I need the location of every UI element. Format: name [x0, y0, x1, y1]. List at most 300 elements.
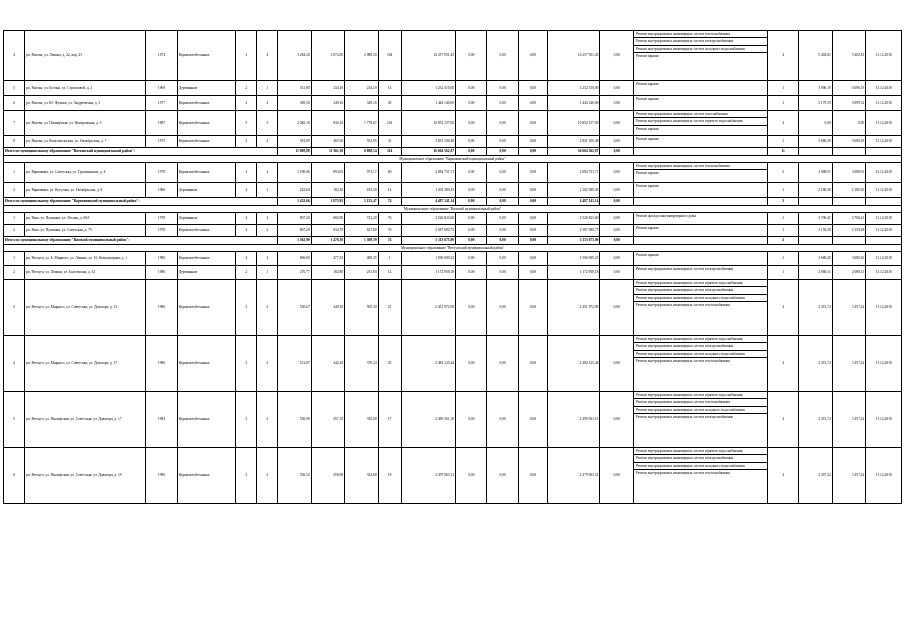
- cell-c3: 0,00: [518, 136, 547, 148]
- cell-people: 31: [378, 136, 401, 148]
- cell-year: 1978: [146, 163, 177, 183]
- cell-cost: 2 084 751,71: [401, 163, 455, 183]
- cell-date: 31.12.2018: [866, 31, 902, 81]
- cell-area-living: 477,35: [311, 252, 344, 266]
- cell-works: [633, 31, 767, 81]
- cell-p1: 3 680,20: [799, 252, 832, 266]
- table-row: [4, 225, 902, 237]
- cell-c2: 0,00: [487, 225, 518, 237]
- work-item: Ремонт внутридомовых инженерных систем теплоснабжения: [634, 399, 767, 406]
- cell-c4: 2 490 561,10: [548, 392, 600, 448]
- cell-q: 1: [767, 252, 798, 266]
- cell-area-total: 581,05: [278, 136, 311, 148]
- cell-date: 31.12.2018: [866, 81, 902, 96]
- total-works-empty: [633, 237, 767, 245]
- total-empty-cell: [799, 237, 832, 245]
- cell-p2: 0,00: [832, 111, 865, 136]
- cell-material: Керамзитобетонные: [177, 336, 236, 392]
- cell-c5: 0,00: [600, 225, 633, 237]
- cell-c5: 0,00: [600, 111, 633, 136]
- work-item: Ремонт внутридомовых инженерных систем холодного водоснабжения: [634, 407, 767, 414]
- cell-p1: 3 696,19: [799, 81, 832, 96]
- cell-entr: 2: [257, 96, 278, 111]
- total-cost: 36 664 562,07: [401, 148, 455, 156]
- total-c2: 0,00: [487, 198, 518, 206]
- cell-address: рп. Вахтан, ул. Ю. Фучика, ул. Андреевская, д. 3: [24, 96, 145, 111]
- work-item: Ремонт внутридомовых инженерных систем теплоснабжения: [635, 359, 730, 364]
- cell-year: 1960: [146, 183, 177, 198]
- total-empty-cell: [799, 198, 832, 206]
- cell-c3: 0,00: [518, 252, 547, 266]
- work-item: Ремонт внутридомовых инженерных систем холодного водоснабжения: [634, 46, 767, 53]
- work-item: Ремонт внутридомовых инженерных систем электроснабжения: [634, 38, 767, 45]
- cell-c2: 0,00: [487, 252, 518, 266]
- cell-address: рп. Вача, ул. Пушкина, ул. Лесная, д. 60А: [24, 213, 145, 225]
- cell-works: [633, 252, 767, 266]
- capital-repair-table: [3, 30, 902, 504]
- cell-n: 8: [4, 136, 25, 148]
- work-item: Ремонт внутридомовых инженерных систем горячего водоснабжения: [634, 392, 767, 399]
- cell-c3: 0,00: [518, 81, 547, 96]
- cell-area-living: 182,88: [311, 266, 344, 280]
- cell-c4: 2 482 125,44: [548, 336, 600, 392]
- cell-year: 1989: [146, 336, 177, 392]
- cell-works: [633, 81, 767, 96]
- cell-area-living: 836,10: [311, 111, 344, 136]
- table-row: [4, 183, 902, 198]
- cell-c5: 0,00: [600, 266, 633, 280]
- cell-address: рп. Вахтан, ул. Пионерская, ул. Центральная, д. 5: [24, 111, 145, 136]
- total-label: Итого по муниципальному образованию "Вахтанский муниципальный район":: [4, 148, 278, 156]
- cell-year: 1980: [146, 252, 177, 266]
- cell-cost: 2 451 972,99: [401, 280, 455, 336]
- cell-material: Керамзитобетонные: [177, 163, 236, 183]
- cell-c1: 0,00: [456, 163, 487, 183]
- cell-c5: 0,00: [600, 81, 633, 96]
- cell-area-total: 807,20: [278, 225, 311, 237]
- cell-material: Керамзитобетонные: [177, 31, 236, 81]
- cell-p2: 3 899,32: [832, 96, 865, 111]
- cell-material: Керамзитобетонные: [177, 225, 236, 237]
- cell-c4: 2 526 823,00: [548, 213, 600, 225]
- total-row: [4, 148, 902, 156]
- cell-cost: 2 479 963,31: [401, 448, 455, 504]
- work-item: Ремонт внутридомовых инженерных систем электроснабжения: [635, 415, 734, 420]
- cell-year: 1987: [146, 111, 177, 136]
- cell-p2: 5 402,81: [832, 31, 865, 81]
- cell-area-res: 553,95: [345, 136, 378, 148]
- total-c5: 0,00: [600, 237, 633, 245]
- total-people: 74: [378, 237, 401, 245]
- cell-year: 1974: [146, 31, 177, 81]
- table-row: [4, 111, 902, 136]
- cell-area-living: 442,28: [311, 336, 344, 392]
- cell-material: Керамзитобетонные: [177, 280, 236, 336]
- work-item: Ремонт крыши: [635, 137, 659, 141]
- cell-q: 2: [767, 163, 798, 183]
- cell-c5: 0,00: [600, 136, 633, 148]
- cell-works: [633, 280, 767, 336]
- cell-floors: 2: [236, 225, 257, 237]
- cell-n: 4: [4, 336, 25, 392]
- cell-area-total: 369,50: [278, 96, 311, 111]
- total-area-total: 1 562,90: [278, 237, 311, 245]
- cell-material: Керамзитобетонные: [177, 448, 236, 504]
- cell-c5: 0,00: [600, 31, 633, 81]
- cell-c2: 0,00: [487, 111, 518, 136]
- cell-people: 21: [378, 280, 401, 336]
- cell-works: [633, 225, 767, 237]
- table-row: [4, 163, 902, 183]
- cell-q: 4: [767, 31, 798, 81]
- cell-date: 31.12.2018: [866, 163, 902, 183]
- cell-year: 1978: [146, 213, 177, 225]
- cell-area-res: 973,17: [345, 163, 378, 183]
- table-row: [4, 448, 902, 504]
- total-empty-cell: [866, 198, 902, 206]
- cell-c1: 0,00: [456, 31, 487, 81]
- cell-p2: 2 180,30: [832, 183, 865, 198]
- cell-c1: 0,00: [456, 96, 487, 111]
- cell-year: 1984: [146, 392, 177, 448]
- cell-c4: 1 172 958,18: [548, 266, 600, 280]
- cell-area-res: 234,10: [345, 81, 378, 96]
- total-area-total: 11 698,98: [278, 148, 311, 156]
- cell-area-living: 893,65: [311, 163, 344, 183]
- cell-c4: 1 444 140,00: [548, 96, 600, 111]
- total-cost: 5 113 673,90: [401, 237, 455, 245]
- cell-floors: 2: [236, 213, 257, 225]
- cell-people: 1: [378, 252, 401, 266]
- cell-p1: 3 451,72: [799, 280, 832, 336]
- cell-cost: 1 202 389,43: [401, 183, 455, 198]
- cell-c3: 0,00: [518, 336, 547, 392]
- cell-people: 20: [378, 96, 401, 111]
- cell-material: Деревянные: [177, 183, 236, 198]
- cell-p1: 3 159,28: [799, 225, 832, 237]
- total-c4: 36 664 562,07: [548, 148, 600, 156]
- work-item: Ремонт внутридомовых инженерных систем электроснабжения: [634, 343, 767, 350]
- cell-date: 31.12.2018: [866, 336, 902, 392]
- cell-floors: 5: [236, 111, 257, 136]
- cell-c5: 0,00: [600, 96, 633, 111]
- work-item: Ремонт крыши: [635, 54, 659, 59]
- cell-area-living: 465,56: [311, 136, 344, 148]
- cell-address: рп. Ветлуга, ул. Мирного, ул. Советская, ул. Доватора, д. 17: [24, 336, 145, 392]
- total-c3: 0,00: [518, 198, 547, 206]
- cell-cost: 1 232 510,00: [401, 81, 455, 96]
- cell-material: Керамзитобетонные: [177, 136, 236, 148]
- section-title: Муниципальное образование "Ветлужский муниципальный район": [4, 245, 902, 252]
- cell-p1: 0,00: [799, 111, 832, 136]
- cell-q: 1: [767, 213, 798, 225]
- cell-area-total: 242,60: [278, 183, 311, 198]
- total-area-res: 1 300,39: [345, 237, 378, 245]
- cell-entr: 2: [257, 280, 278, 336]
- cell-entr: 2: [257, 392, 278, 448]
- table-row: [4, 136, 902, 148]
- cell-c3: 0,00: [518, 266, 547, 280]
- cell-floors: 2: [236, 81, 257, 96]
- cell-year: 1980: [146, 266, 177, 280]
- work-item: Ремонт внутридомовых инженерных систем теплоснабжения: [635, 303, 730, 308]
- cell-n: 2: [4, 225, 25, 237]
- cell-c5: 0,00: [600, 252, 633, 266]
- cell-date: 31.12.2018: [866, 213, 902, 225]
- cell-entr: 2: [257, 136, 278, 148]
- table-row: [4, 266, 902, 280]
- cell-year: 1977: [146, 96, 177, 111]
- cell-c2: 0,00: [487, 163, 518, 183]
- total-area-living: 1 075,95: [311, 198, 344, 206]
- cell-works: [633, 266, 767, 280]
- cell-q: 1: [767, 225, 798, 237]
- cell-n: 6: [4, 96, 25, 111]
- cell-p2: 3 696,19: [832, 81, 865, 96]
- total-c3: 0,00: [518, 148, 547, 156]
- cell-area-res: 182,30: [345, 183, 378, 198]
- cell-p1: 3 706,41: [799, 213, 832, 225]
- cell-area-total: 270,77: [278, 266, 311, 280]
- cell-works: [633, 111, 767, 136]
- cell-date: 31.12.2018: [866, 280, 902, 336]
- cell-c2: 0,00: [487, 336, 518, 392]
- cell-area-res: 251,93: [345, 266, 378, 280]
- cell-address: рп. Ветлуга, ул. Мирного, ул. Советская, ул. Доватора, д. 13: [24, 280, 145, 336]
- cell-q: 1: [767, 183, 798, 198]
- total-people: 314: [378, 148, 401, 156]
- cell-p1: 2 080,11: [799, 266, 832, 280]
- cell-entr: 2: [257, 163, 278, 183]
- cell-date: 31.12.2018: [866, 225, 902, 237]
- cell-floors: 3: [236, 31, 257, 81]
- cell-c1: 0,00: [456, 136, 487, 148]
- cell-c2: 0,00: [487, 448, 518, 504]
- cell-c4: 1 232 510,00: [548, 81, 600, 96]
- table-row: [4, 213, 902, 225]
- cell-cost: 16 257 951,45: [401, 31, 455, 81]
- cell-area-res: 1 778,07: [345, 111, 378, 136]
- cell-c2: 0,00: [487, 31, 518, 81]
- cell-people: 76: [378, 225, 401, 237]
- cell-n: 2: [4, 266, 25, 280]
- cell-p2: 3 159,28: [832, 225, 865, 237]
- work-item: Ремонт внутридомовых инженерных систем газоснабжения: [634, 111, 767, 118]
- cell-works: [633, 336, 767, 392]
- cell-cost: 2 831 106,48: [401, 136, 455, 148]
- cell-area-total: 513,67: [278, 336, 311, 392]
- cell-entr: 2: [257, 213, 278, 225]
- cell-people: 143: [378, 111, 401, 136]
- cell-c1: 0,00: [456, 225, 487, 237]
- total-row: [4, 198, 902, 206]
- cell-c3: 0,00: [518, 213, 547, 225]
- cell-p1: 3 457,22: [799, 448, 832, 504]
- cell-c1: 0,00: [456, 213, 487, 225]
- cell-area-total: 807,20: [278, 213, 311, 225]
- total-area-living: 11 361,30: [311, 148, 344, 156]
- cell-date: 31.12.2018: [866, 392, 902, 448]
- cell-q: 4: [767, 392, 798, 448]
- cell-n: 5: [4, 392, 25, 448]
- work-item: Ремонт внутридомовых инженерных систем теплоснабжения: [634, 31, 767, 38]
- work-item: Ремонт внутридомовых инженерных систем горячего водоснабжения: [634, 118, 767, 125]
- cell-p2: 3 457,22: [832, 336, 865, 392]
- cell-people: 14: [378, 81, 401, 96]
- cell-people: 19: [378, 448, 401, 504]
- cell-p2: 2 080,11: [832, 266, 865, 280]
- cell-p1: 3 688,91: [799, 163, 832, 183]
- work-item: Ремонт крыши: [635, 97, 659, 101]
- cell-floors: 2: [236, 96, 257, 111]
- cell-people: 60: [378, 163, 401, 183]
- cell-date: 31.12.2018: [866, 96, 902, 111]
- cell-area-living: 3 072,00: [311, 31, 344, 81]
- cell-c5: 0,00: [600, 163, 633, 183]
- total-works-count: 2: [767, 237, 798, 245]
- work-item: Ремонт крыши: [635, 253, 659, 257]
- cell-c3: 0,00: [518, 280, 547, 336]
- cell-entr: 2: [257, 448, 278, 504]
- total-empty-cell: [799, 148, 832, 156]
- cell-q: 1: [767, 81, 798, 96]
- cell-area-living: 834,70: [311, 225, 344, 237]
- cell-floors: 2: [236, 280, 257, 336]
- cell-area-living: 182,30: [311, 183, 344, 198]
- total-works-empty: [633, 148, 767, 156]
- table-row: [4, 96, 902, 111]
- cell-n: 7: [4, 111, 25, 136]
- cell-material: Керамзитобетонные: [177, 392, 236, 448]
- cell-c5: 0,00: [600, 392, 633, 448]
- cell-cost: 10 852 157,00: [401, 111, 455, 136]
- cell-q: 4: [767, 111, 798, 136]
- cell-area-living: 456,98: [311, 448, 344, 504]
- repair-program-table: [3, 30, 902, 504]
- cell-c3: 0,00: [518, 225, 547, 237]
- section-header-row: [4, 245, 902, 252]
- cell-c5: 0,00: [600, 448, 633, 504]
- work-item: Ремонт внутридомовых инженерных систем электроснабжения: [635, 267, 734, 271]
- cell-c4: 2 479 963,31: [548, 448, 600, 504]
- cell-address: рп. Ветлуга, ул. Б. Мирного, ул. Ленина, ул. 16, Коммунарная, д. 1: [24, 252, 145, 266]
- cell-cost: 2 490 561,10: [401, 392, 455, 448]
- cell-entr: 1: [257, 266, 278, 280]
- cell-p2: 3 680,29: [832, 136, 865, 148]
- total-works-empty: [633, 198, 767, 206]
- cell-people: 25: [378, 336, 401, 392]
- cell-n: 6: [4, 448, 25, 504]
- cell-floors: 2: [236, 252, 257, 266]
- total-empty-cell: [832, 237, 865, 245]
- cell-works: [633, 136, 767, 148]
- cell-c5: 0,00: [600, 183, 633, 198]
- table-row: [4, 81, 902, 96]
- work-item: Ремонт крыши: [635, 184, 659, 188]
- cell-area-total: 331,80: [278, 81, 311, 96]
- table-row: [4, 252, 902, 266]
- cell-date: 31.12.2018: [866, 111, 902, 136]
- cell-floors: 3: [236, 163, 257, 183]
- cell-area-res: 489,35: [345, 252, 378, 266]
- work-item: Ремонт фасада многоквартирного дома: [635, 214, 696, 218]
- cell-c3: 0,00: [518, 111, 547, 136]
- cell-address: рп. Вахтан, ул. Ленина, д. 22, кор. 25: [24, 31, 145, 81]
- cell-n: 1: [4, 252, 25, 266]
- cell-area-total: 536,52: [278, 448, 311, 504]
- cell-floors: 2: [236, 448, 257, 504]
- cell-n: 4: [4, 31, 25, 81]
- cell-n: 5: [4, 81, 25, 96]
- cell-c5: 0,00: [600, 280, 633, 336]
- total-c2: 0,00: [487, 237, 518, 245]
- cell-c3: 0,00: [518, 183, 547, 198]
- cell-area-res: 370,24: [345, 336, 378, 392]
- cell-cost: 2 482 125,44: [401, 336, 455, 392]
- cell-q: 1: [767, 96, 798, 111]
- cell-c3: 0,00: [518, 31, 547, 81]
- cell-c3: 0,00: [518, 448, 547, 504]
- cell-floors: 2: [236, 336, 257, 392]
- total-works-count: 11: [767, 148, 798, 156]
- total-empty-cell: [866, 148, 902, 156]
- cell-address: рп. Варнавино, ул. Советская, ул. Труженников, д. 4: [24, 163, 145, 183]
- work-item: Ремонт внутридомовых инженерных систем холодного водоснабжения: [634, 463, 767, 470]
- cell-area-res: 323,80: [345, 448, 378, 504]
- cell-address: рп. Ветлуга, ул. Пионерская, ул. Советская, ул. Доватора, д. 19: [24, 448, 145, 504]
- cell-c3: 0,00: [518, 392, 547, 448]
- cell-address: рп. Вахтан, ул. Бутина, ул. Стрелковой, д. 2: [24, 81, 145, 96]
- cell-q: 4: [767, 336, 798, 392]
- total-people: 74: [378, 198, 401, 206]
- cell-material: Деревянные: [177, 81, 236, 96]
- cell-c4: 2 587 690,75: [548, 225, 600, 237]
- cell-c2: 0,00: [487, 213, 518, 225]
- cell-cost: 2 587 690,75: [401, 225, 455, 237]
- cell-p2: 3 457,22: [832, 392, 865, 448]
- work-item: Ремонт внутридомовых инженерных систем горячего водоснабжения: [634, 448, 767, 455]
- cell-q: 1: [767, 136, 798, 148]
- cell-p2: 3 680,20: [832, 252, 865, 266]
- total-c3: 0,00: [518, 237, 547, 245]
- total-empty-cell: [866, 237, 902, 245]
- cell-c4: 2 831 106,48: [548, 136, 600, 148]
- work-item: Ремонт внутридомовых инженерных систем горячего водоснабжения: [634, 280, 767, 287]
- work-item: Ремонт внутридомовых инженерных систем холодного водоснабжения: [634, 351, 767, 358]
- cell-address: рп. Вахтан, ул. Комсомольская, ул. Октябрьская, д. 7: [24, 136, 145, 148]
- cell-area-res: 505,30: [345, 280, 378, 336]
- cell-year: 1978: [146, 225, 177, 237]
- cell-people: 12: [378, 266, 401, 280]
- cell-area-res: 627,80: [345, 225, 378, 237]
- cell-material: Деревянные: [177, 266, 236, 280]
- cell-cost: 2 526 823,00: [401, 213, 455, 225]
- cell-p1: 5 402,81: [799, 31, 832, 81]
- cell-year: 1969: [146, 81, 177, 96]
- work-item: Ремонт внутридомовых инженерных систем электроснабжения: [634, 287, 767, 294]
- cell-c4: 2 451 972,99: [548, 280, 600, 336]
- cell-c5: 0,00: [600, 336, 633, 392]
- cell-n: 1: [4, 213, 25, 225]
- cell-c2: 0,00: [487, 266, 518, 280]
- cell-c5: 0,00: [600, 213, 633, 225]
- cell-p2: 3 457,22: [832, 280, 865, 336]
- total-c1: 0,00: [456, 237, 487, 245]
- cell-people: 76: [378, 213, 401, 225]
- cell-works: [633, 213, 767, 225]
- cell-c4: 10 852 157,00: [548, 111, 600, 136]
- cell-area-total: 1 190,06: [278, 163, 311, 183]
